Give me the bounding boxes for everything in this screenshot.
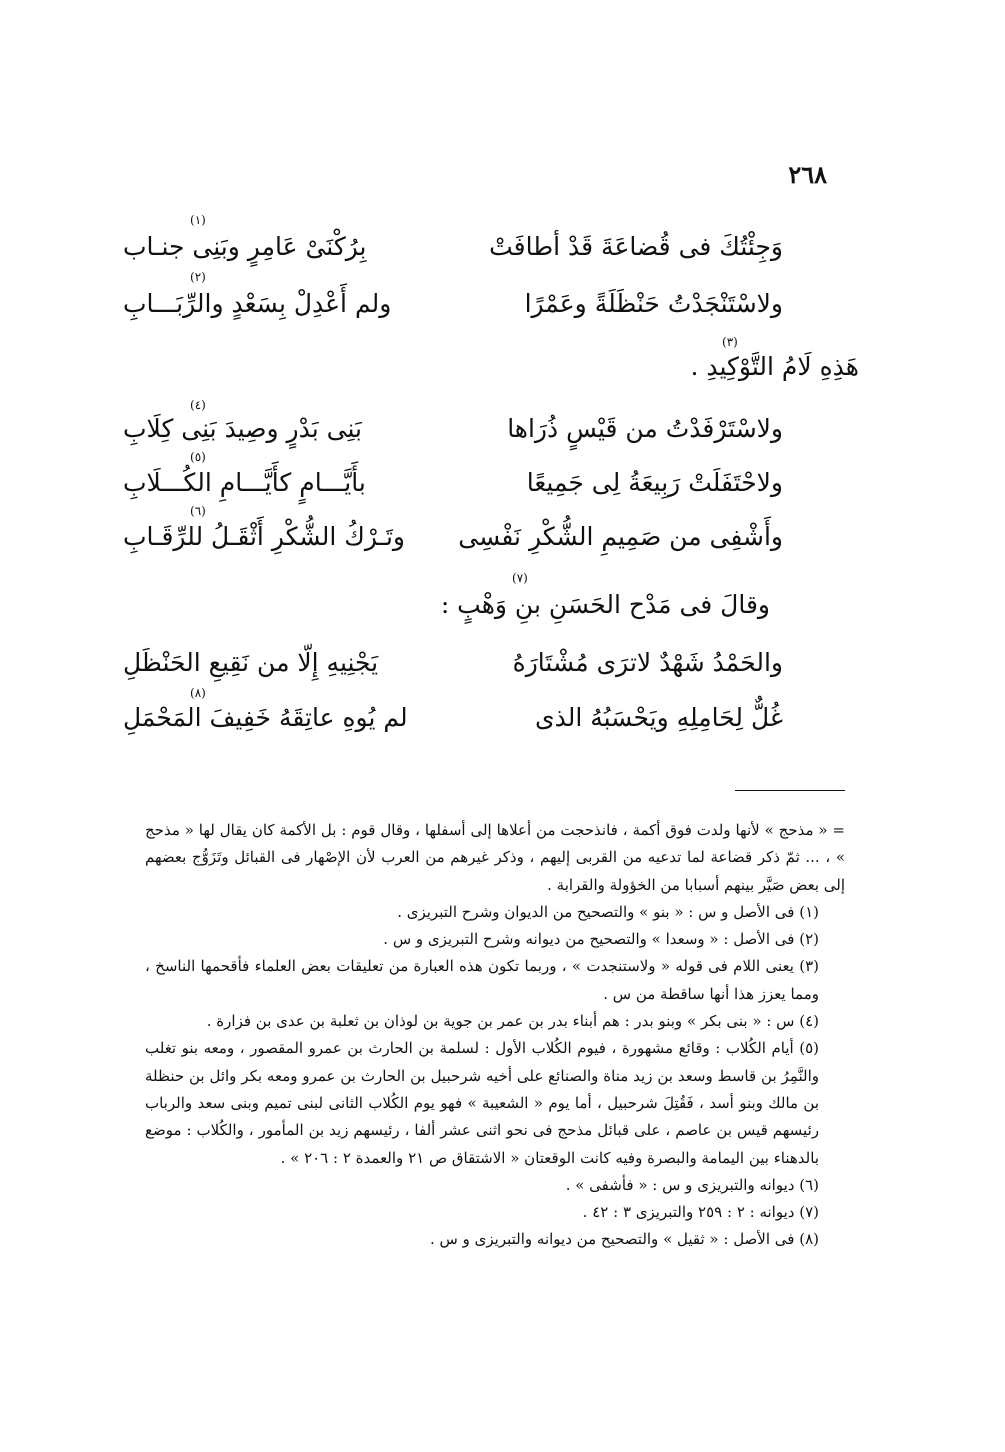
verse-hemistich-second: بأَيَّـــامٍ كأَيَّـــامِ الكُـــلَابِ: [123, 468, 366, 497]
footnote: (٤) س : « بنى بكر » وبنو بدر : هم أبناء بدر بن عمر بن جوية بن لوذان بن ثعلبة بن عدى بن فزارة .: [206, 1012, 819, 1031]
footnote: (٣) يعنى اللام فى قوله « ولاستنجدت » ، وربما تكون هذه العبارة من تعليقات بعض العلماء فأقحمها الناسخ ، ومما يعزز هذا أنها ساقطة من س .: [145, 957, 819, 1003]
verse-hemistich-first: وَجِئْتُكَ فى قُضاعَةَ قَدْ أطافَتْ: [489, 232, 783, 261]
verse-line: [123, 414, 783, 454]
footnote-marker: (٢): [190, 270, 206, 284]
footnote-separator: [735, 790, 845, 791]
verse-hemistich-first: وأَشْفِى من صَمِيمِ الشُّكْرِ نَفْسِى: [458, 522, 783, 551]
footnote-marker: (٥): [190, 450, 206, 464]
footnote-marker: (٧): [512, 571, 528, 585]
footnote-marker: (٨): [190, 686, 206, 700]
verse-line: [123, 468, 783, 508]
verse-hemistich-second: بِرُكْنَىْ عَامِرٍ وبَنِى جنـاب: [123, 232, 367, 261]
verse-hemistich-second: ولم أَعْدِلْ بِسَعْدٍ والرِّبَـــابِ: [123, 289, 392, 318]
page-number: ٢٦٨: [788, 160, 827, 189]
footnote-continuation: = « مذحج » لأنها ولدت فوق أكمة ، فانذحجت من أعلاها إلى أسفلها ، وقال قوم : بل الأكمة كان يقال لها « مذحج » ، ... ثمّ ذكر قضاعة لما تدعيه من القربى إليهم ، وذكر غيرهم من العرب لأن الإصْهار فى القبائل وتَزَوُّج بعضهم إلى بعض صَيَّر بينهم أسبابا من الخؤولة والقرابة .: [145, 821, 845, 894]
footnote: (٥) أيام الكُلاب : وقائع مشهورة ، فيوم الكُلاب الأول : لسلمة بن الحارث بن عمرو المقصور ، ومعه بنو تغلب والنَّمِرُ بن قاسط وسعد بن زيد مناة والصنائع على أخيه شرحبيل بن الحارث بن عمرو ومعه بكر وائل بن حنظلة بن مالك وبنو أسد ، فَقُتِلَ شرحبيل ، أما يوم « الشعيبة » فهو يوم الكُلاب الثانى لبنى تميم وبنى سعد والرباب رئيسهم قيس بن عاصم ، على قبائل مذحج فى نحو اثنى عشر ألفا ، رئيسهم زيد بن المأمور ، والكُلاب : موضع بالدهناء بين اليمامة والبصرة وفيه كانت الوقعتان « الاشتقاق ص ٢١ والعمدة ٢ : ٢٠٦ » .: [145, 1039, 819, 1167]
verse-line: [123, 232, 783, 272]
verse-line: [123, 289, 783, 329]
footnote: (٦) ديوانه والتبريزى و س : « فأشفى » .: [565, 1175, 819, 1194]
verse-hemistich-first: ولاحْتَفَلَتْ رَبِيعَةُ لِى جَمِيعًا: [526, 468, 783, 497]
footnote-marker: (٣): [722, 335, 738, 349]
verse-hemistich-second: وتَـرْكُ الشُّكْرِ أَثْقَـلُ للرِّقَـابِ: [123, 522, 405, 551]
verse-hemistich-first: ولاسْتَنْجَدْتُ حَنْظَلَةً وعَمْرًا: [524, 289, 783, 318]
footnote-marker: (١): [190, 213, 206, 227]
verse-line: [123, 703, 783, 743]
footnote: (٧) ديوانه : ٢ : ٢٥٩ والتبريزى ٣ : ٤٢ .: [582, 1203, 819, 1222]
verse-line: [123, 648, 783, 688]
footnote: (١) فى الأصل و س : « بنو » والتصحيح من الديوان وشرح التبريزى .: [397, 902, 819, 921]
poem-introduction: وقالَ فى مَدْح الحَسَنِ بنِ وَهْبٍ :: [440, 590, 770, 619]
verse-hemistich-second: بَنِى بَدْرٍ وصِيدَ بَنِى كِلَابِ: [123, 414, 362, 443]
verse-hemistich-first: غُلٌّ لِحَامِلِهِ ويَحْسَبُهُ الذى: [535, 703, 783, 732]
verse-hemistich-second: لم يُوهِ عاتِقَهُ خَفِيفَ المَحْمَلِ: [123, 703, 408, 732]
editorial-note: هَذِهِ لَامُ التَّوْكِيدِ .: [690, 352, 859, 381]
footnote: (٨) فى الأصل : « ثقيل » والتصحيح من ديوانه والتبريزى و س .: [430, 1230, 819, 1249]
verse-hemistich-first: ولاسْتَرْفَدْتُ من قَيْسٍ ذُرَاها: [507, 414, 783, 443]
verse-hemistich-first: والحَمْدُ شَهْدٌ لاترَى مُشْتَارَهُ: [512, 648, 783, 677]
verse-line: [123, 522, 783, 562]
footnote-marker: (٤): [190, 398, 206, 412]
footnotes: [145, 817, 845, 1254]
footnote-marker: (٦): [190, 504, 206, 518]
verse-hemistich-second: يَجْنِيهِ إِلّا من نَقِيعِ الحَنْظَلِ: [123, 648, 379, 677]
footnote: (٢) فى الأصل : « وسعدا » والتصحيح من ديوانه وشرح التبريزى و س .: [383, 930, 819, 949]
